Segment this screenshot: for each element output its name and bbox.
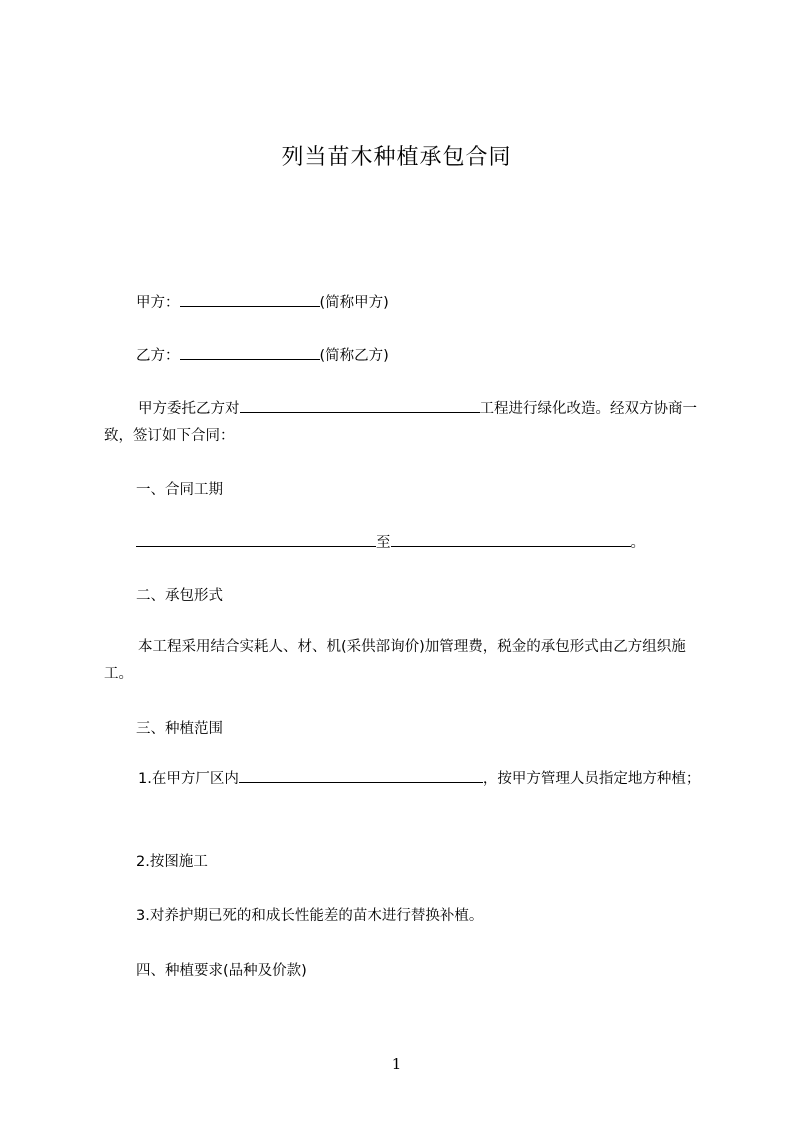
intro-suffix: 工程进行绿化改造。经双方协商一致，签订如下合同： [104, 401, 697, 444]
end-date-blank [391, 531, 631, 547]
party-a-label: 甲方： [136, 295, 180, 311]
section-2-body: 本工程采用结合实耗人、材、机(采供部询价)加管理费，税金的承包形式由乙方组织施工。 [104, 639, 686, 682]
period-end: 。 [630, 535, 645, 551]
scope-item-3: 3.对养护期已死的和成长性能差的苗木进行替换补植。 [136, 908, 484, 924]
contract-period-line [136, 531, 645, 552]
party-b-line [136, 344, 389, 365]
section-2-heading: 二、承包形式 [136, 588, 223, 604]
page-number: 1 [391, 1055, 402, 1073]
start-date-blank [136, 531, 376, 547]
document-title: 列当苗木种植承包合同 [281, 145, 512, 170]
section-3-heading: 三、种植范围 [136, 721, 223, 737]
scope-item-1-prefix: 1.在甲方厂区内 [138, 771, 239, 787]
party-a-suffix: (简称甲方) [319, 295, 389, 311]
scope-item-2: 2.按图施工 [136, 854, 208, 870]
intro-prefix: 甲方委托乙方对 [138, 401, 240, 417]
party-b-suffix: (简称乙方) [319, 348, 389, 364]
party-b-blank [180, 344, 320, 360]
intro-paragraph [104, 396, 710, 450]
plant-area-blank [239, 767, 483, 783]
section-1-heading: 一、合同工期 [136, 482, 223, 498]
party-b-label: 乙方： [136, 348, 180, 364]
scope-item-1 [104, 766, 710, 793]
party-a-blank [180, 291, 320, 307]
section-4-heading: 四、种植要求(品种及价款) [136, 963, 307, 979]
scope-item-1-suffix: ，按甲方管理人员指定地方种植； [482, 771, 701, 787]
project-name-blank [240, 397, 480, 413]
party-a-line [136, 291, 389, 312]
period-to: 至 [376, 535, 391, 551]
